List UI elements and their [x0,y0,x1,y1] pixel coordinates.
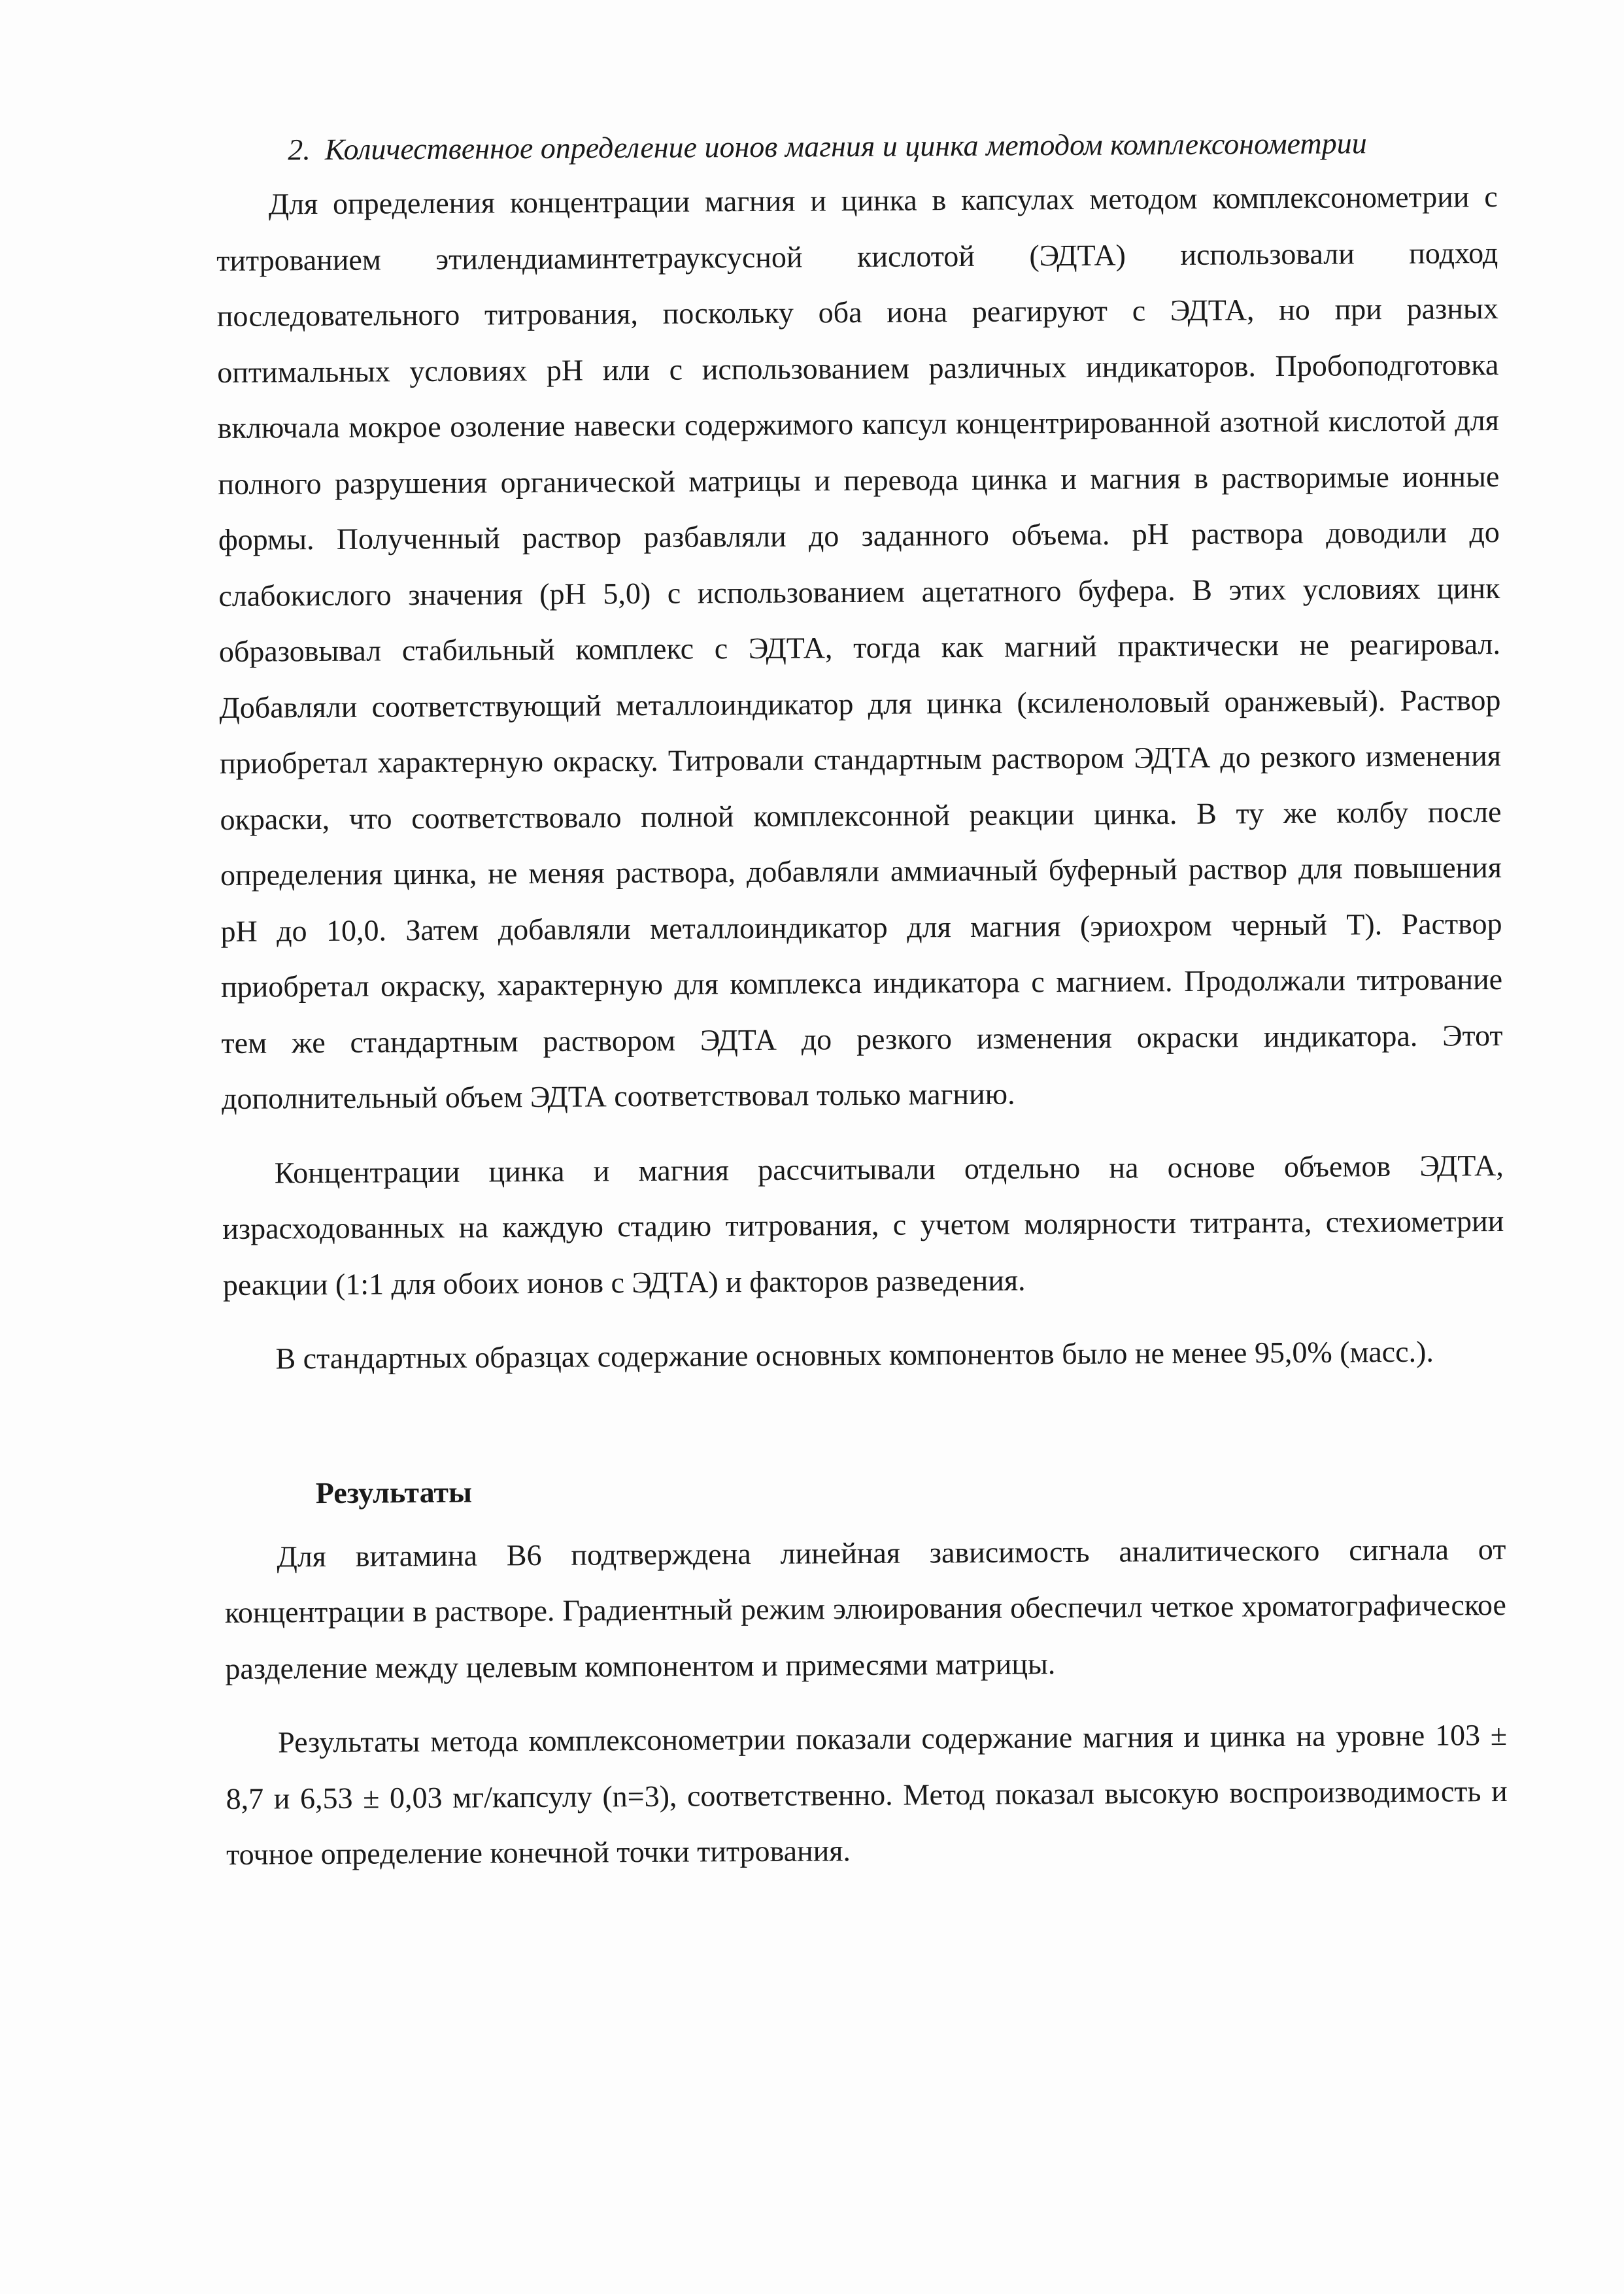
results-paragraph-complexometry: Результаты метода комплексонометрии показали содержание магния и цинка на уровне 103 ± 8,7 и 6,53 ± 0,03 мг/капсулу (n=3), соответственно. Метод показал высокую воспроизводимость и точное определение конечной точки титрования. [226,1717,1508,1871]
body-paragraph-method: Для определения концентрации магния и цинка в капсулах методом комплексонометрии с титрованием этилендиаминтетрауксусной кислотой (ЭДТА) использовали подход последовательного титрования, поскольку оба иона реагируют с ЭДТА, но при разных оптимальных условиях pH или с использованием различных индикаторов. Пробоподготовка включала мокрое озоление навески содержимого капсул концентрированной азотной кислотой для полного разрушения органической матрицы и перевода цинка и магния в растворимые ионные формы. Полученный раствор разбавляли до заданного объема. pH раствора доводили до слабокислого значения (pH 5,0) с использованием ацетатного буфера. В этих условиях цинк образовывал стабильный комплекс с ЭДТА, тогда как магний практически не реагировал. Добавляли соответствующий металлоиндикатор для цинка (ксиленоловый оранжевый). Раствор приобретал характерную окраску. Титровали стандартным раствором ЭДТА до резкого изменения окраски, что соответствовало полной комплексонной реакции цинка. В ту же колбу после определения цинка, не меняя раствора, добавляли аммиачный буферный раствор для повышения pH до 10,0. Затем добавляли металлоиндикатор для магния (эриохром черный Т). Раствор приобретал окраску, характерную для комплекса индикатора с магнием. Продолжали титрование тем же стандартным раствором ЭДТА до резкого изменения окраски индикатора. Этот дополнительный объем ЭДТА соответствовал только магнию. [216,180,1503,1115]
results-heading: Результаты [315,1475,473,1510]
section-title: Количественное определение ионов магния и цинка методом комплексонометрии [324,126,1367,166]
section-heading [288,116,1497,176]
results-paragraph-b6: Для витамина B6 подтверждена линейная зависимость аналитического сигнала от концентрации в растворе. Градиентный режим элюирования обеспечил четкое хроматографическое разделение между целевым компонентом и примесями матрицы. [224,1532,1507,1685]
page-content [216,116,1508,1882]
body-paragraph-calculation: Концентрации цинка и магния рассчитывали отдельно на основе объемов ЭДТА, израсходованных на каждую стадию титрования, с учетом молярности титранта, стехиометрии реакции (1:1 для обоих ионов с ЭДТА) и факторов разведения. [222,1148,1504,1302]
section-number: 2. [288,133,311,167]
body-paragraph-standards: В стандартных образцах содержание основных компонентов было не менее 95,0% (масс.). [275,1334,1434,1375]
